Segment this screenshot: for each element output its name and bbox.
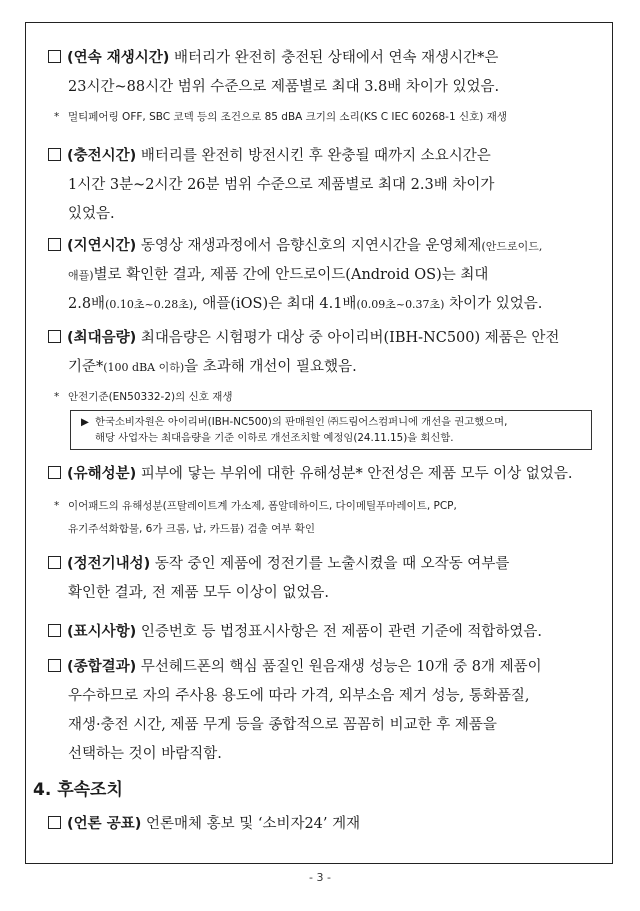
item-text: 확인한 결과, 전 제품 모두 이상이 없었음.	[68, 585, 329, 601]
item-labeling	[48, 618, 604, 647]
item-text: 선택하는 것이 바람직함.	[68, 746, 222, 762]
checkbox-icon	[48, 816, 61, 829]
item-text: 동영상 재생과정에서 음향신호의 지연시간을 운영체제	[140, 238, 482, 254]
item-press-release	[48, 810, 604, 839]
asterisk-icon: *	[54, 391, 60, 403]
checkbox-icon	[48, 466, 61, 479]
item-text: 인증번호 등 법정표시사항은 전 제품이 관련 기준에 적합하였음.	[140, 624, 542, 640]
item-latency	[48, 232, 604, 319]
item-overall-result	[48, 653, 604, 769]
checkbox-icon	[48, 148, 61, 161]
item-head: (연속 재생시간)	[67, 50, 170, 66]
section-heading: 4. 후속조치	[33, 780, 123, 800]
item-continuous-playback	[48, 44, 604, 102]
note-continuous: * 멀티페어링 OFF, SBC 코덱 등의 조건으로 85 dBA 크기의 소리(KS C IEC 60268-1 신호) 재생	[54, 106, 600, 129]
item-text-small: (0.09초~0.37초)	[356, 298, 445, 311]
item-text: 무선헤드폰의 핵심 품질인 원음재생 성능은 10개 중 8개 제품이	[140, 659, 542, 675]
item-text-small: (0.10초~0.28초)	[105, 298, 194, 311]
item-text: 별로 확인한 결과, 제품 간에 안드로이드(Android OS)는 최대	[93, 267, 489, 283]
checkbox-icon	[48, 624, 61, 637]
item-text: 23시간~88시간 범위 수준으로 제품별로 최대 3.8배 차이가 있었음.	[68, 79, 500, 95]
item-text: 을 초과해 개선이 필요했음.	[184, 359, 357, 375]
item-text: 기준*	[68, 359, 104, 375]
item-max-volume	[48, 324, 604, 382]
checkbox-icon	[48, 556, 61, 569]
item-text-small: 애플)	[68, 269, 94, 282]
page-number: - 3 -	[309, 871, 331, 884]
asterisk-icon: *	[54, 500, 60, 512]
item-text: 피부에 닿는 부위에 대한 유해성분* 안전성은 제품 모두 이상 없었음.	[140, 466, 573, 482]
item-text: 차이가 있었음.	[444, 296, 543, 312]
item-head: (언론 공표)	[67, 816, 142, 832]
checkbox-icon	[48, 330, 61, 343]
note-max-volume: * 안전기준(EN50332-2)의 신호 재생	[54, 386, 600, 409]
item-text-small: (100 dBA 이하)	[103, 361, 185, 374]
item-text: 배터리를 완전히 방전시킨 후 완충될 때까지 소요시간은	[140, 148, 491, 164]
callout-box: ▶ 한국소비자원은 아이리버(IBH-NC500)의 판매원인 ㈜드림어스컴퍼니에 개선을 권고했으며, 해당 사업자는 최대음량을 기준 이하로 개선조치할 예정임(24.11.15)을 회신함.	[70, 410, 592, 450]
item-head: (충전시간)	[67, 148, 137, 164]
item-static-resistance	[48, 550, 604, 608]
item-text: , 애플(iOS)은 최대 4.1배	[193, 296, 357, 312]
item-head: (정전기내성)	[67, 556, 151, 572]
item-harmful-substances	[48, 460, 604, 489]
triangle-right-icon: ▶	[81, 416, 89, 428]
item-charging-time	[48, 142, 604, 229]
item-text: 1시간 3분~2시간 26분 범위 수준으로 제품별로 최대 2.3배 차이가	[68, 177, 495, 193]
note-harmful: * 이어패드의 유해성분(프탈레이트계 가소제, 폼알데하이드, 다이메틸푸마레이트, PCP, 유기주석화합물, 6가 크롬, 납, 카드뮴) 검출 여부 확인	[54, 495, 600, 541]
item-head: (표시사항)	[67, 624, 137, 640]
item-text: 언론매체 홍보 및 ‘소비자24’ 게재	[145, 816, 361, 832]
item-head: (최대음량)	[67, 330, 137, 346]
item-text: 우수하므로 자의 주사용 용도에 따라 가격, 외부소음 제거 성능, 통화품질,	[68, 688, 530, 704]
checkbox-icon	[48, 50, 61, 63]
item-text-small: (안드로이드,	[481, 240, 543, 253]
checkbox-icon	[48, 659, 61, 672]
item-text: 재생·충전 시간, 제품 무게 등을 종합적으로 꼼꼼히 비교한 후 제품을	[68, 717, 497, 733]
item-text: 최대음량은 시험평가 대상 중 아이리버(IBH-NC500) 제품은 안전	[140, 330, 560, 346]
item-head: (지연시간)	[67, 238, 137, 254]
item-text: 2.8배	[68, 296, 106, 312]
asterisk-icon: *	[54, 111, 60, 123]
item-head: (유해성분)	[67, 466, 137, 482]
item-text: 동작 중인 제품에 정전기를 노출시켰을 때 오작동 여부를	[154, 556, 510, 572]
checkbox-icon	[48, 238, 61, 251]
item-text: 있었음.	[68, 206, 115, 222]
item-head: (종합결과)	[67, 659, 137, 675]
item-text: 배터리가 완전히 충전된 상태에서 연속 재생시간*은	[173, 50, 499, 66]
